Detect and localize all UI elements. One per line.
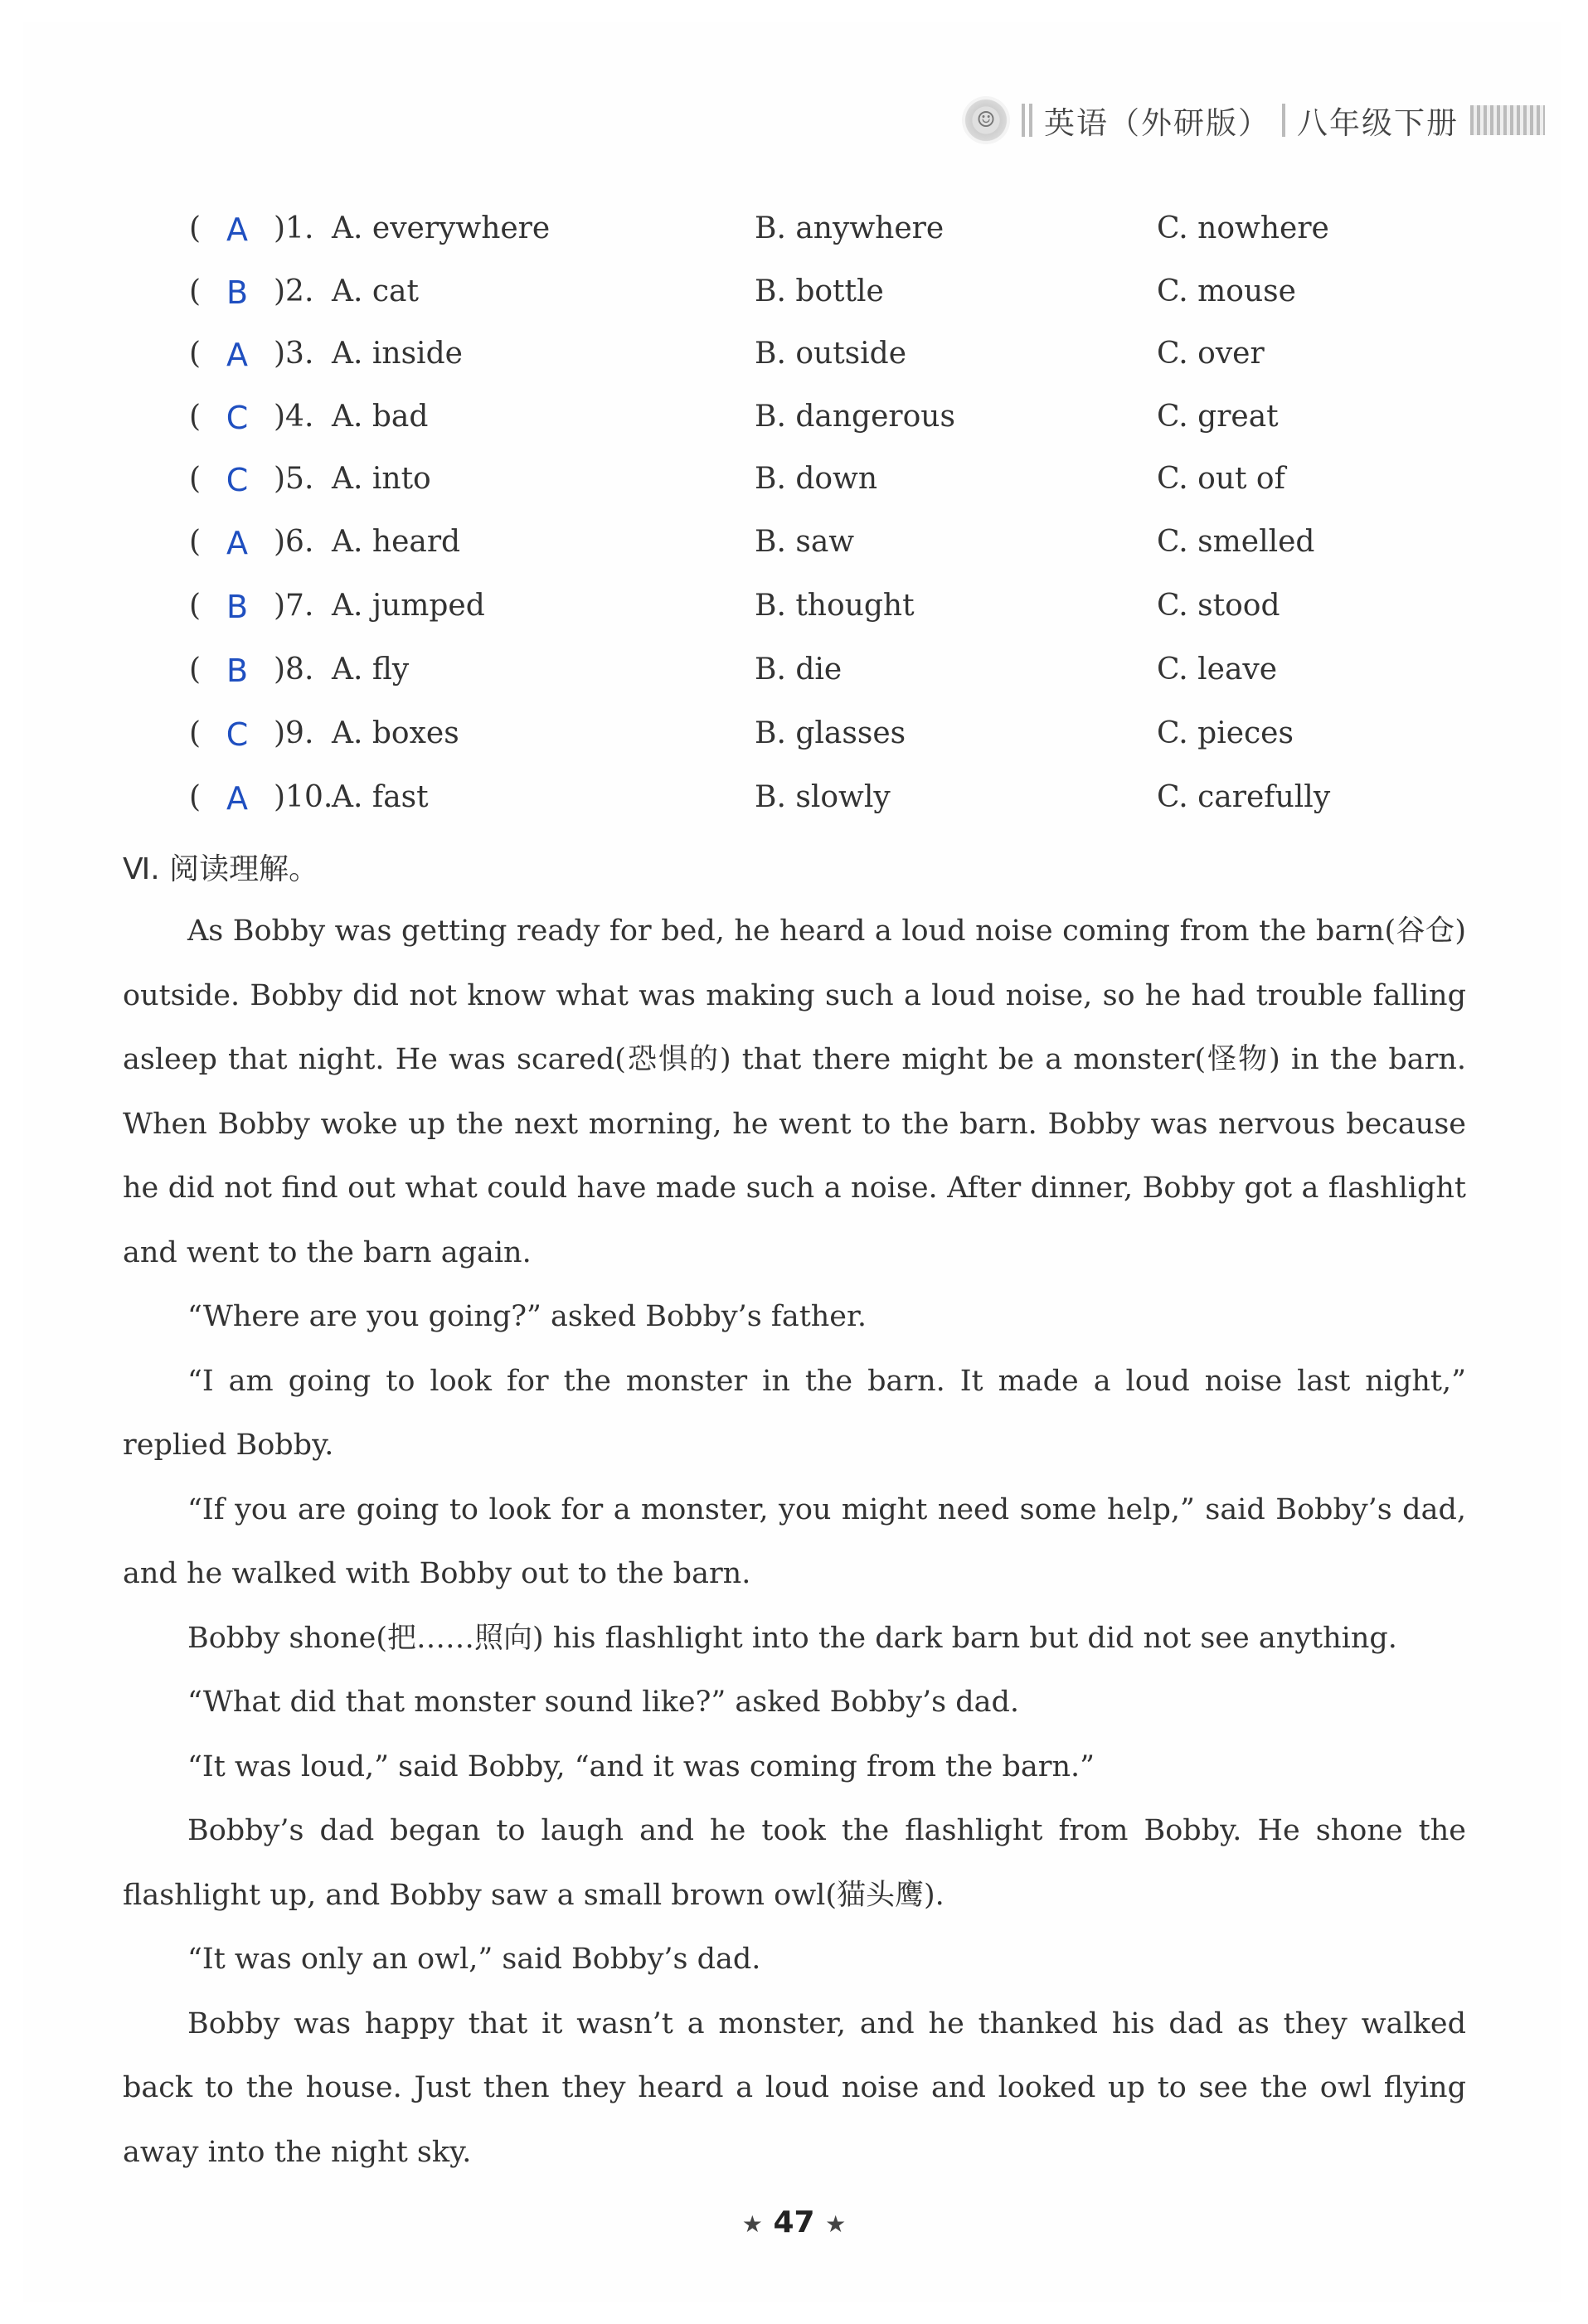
passage-paragraph: “I am going to look for the monster in the barn. It made a loud noise last night,” replied Bobby.	[123, 1364, 1466, 1462]
question-number: )9.	[274, 716, 314, 750]
page-header	[962, 87, 1545, 153]
option-a: A. boxes	[332, 716, 459, 750]
option-b: B. slowly	[755, 780, 891, 814]
question-number: )5.	[274, 462, 314, 496]
passage-paragraph: “What did that monster sound like?” asked Bobby’s dad.	[187, 1686, 1020, 1719]
option-a: A. everywhere	[332, 211, 551, 245]
option-a: A. heard	[332, 525, 461, 559]
answer-letter: C	[226, 716, 249, 753]
answer-letter: A	[226, 337, 248, 373]
passage-paragraph: “It was only an owl,” said Bobby’s dad.	[187, 1943, 761, 1976]
option-b: B. glasses	[755, 716, 906, 750]
option-row	[0, 337, 1588, 386]
open-paren: (	[189, 211, 202, 245]
option-a: A. jumped	[332, 589, 485, 623]
open-paren: (	[189, 337, 202, 371]
passage-paragraph: Bobby shone(把……照向) his flashlight into the dark barn but did not see anything.	[187, 1621, 1397, 1655]
option-c: C. pieces	[1157, 716, 1294, 750]
page-footer	[0, 2205, 1588, 2239]
reading-passage	[123, 900, 1466, 2185]
passage-paragraph: “It was loud,” said Bobby, “and it was coming from the barn.”	[187, 1749, 1095, 1783]
question-number: )8.	[274, 653, 314, 687]
question-number: )4.	[274, 400, 314, 434]
star-icon: ★	[825, 2210, 847, 2238]
option-row	[0, 780, 1588, 830]
option-a: A. fast	[332, 780, 429, 814]
answer-letter: A	[226, 525, 248, 561]
header-divider	[1282, 104, 1285, 137]
open-paren: (	[189, 462, 202, 496]
option-b: B. thought	[755, 589, 915, 623]
option-row	[0, 589, 1588, 638]
header-bars	[1022, 104, 1032, 137]
option-c: C. leave	[1157, 653, 1278, 687]
passage-paragraph: As Bobby was getting ready for bed, he heard a loud noise coming from the barn(谷仓) outside. Bobby did not know what was making such a loud noise, so he had trouble falling asleep that night. He was scared(恐惧的) that there might be a monster(怪物) in the barn. When Bobby woke up the next morning, he went to the barn. Bobby was nervous because he did not find out what could have made such a noise. After dinner, Bobby got a flashlight and went to the barn again.	[123, 915, 1466, 1269]
answer-letter: B	[226, 274, 249, 311]
question-number: )2.	[274, 274, 314, 308]
passage-paragraph: Bobby’s dad began to laugh and he took the flashlight from Bobby. He shone the flashlight up, and Bobby saw a small brown owl(猫头鹰).	[123, 1814, 1466, 1912]
option-a: A. into	[332, 462, 431, 496]
answer-letter: C	[226, 462, 249, 498]
answer-letter: B	[226, 589, 249, 625]
page-number: 47	[773, 2205, 815, 2239]
option-row	[0, 462, 1588, 512]
open-paren: (	[189, 716, 202, 750]
open-paren: (	[189, 274, 202, 308]
option-b: B. anywhere	[755, 211, 945, 245]
option-row	[0, 716, 1588, 766]
open-paren: (	[189, 780, 202, 814]
question-number: )10.	[274, 780, 333, 814]
option-b: B. bottle	[755, 274, 884, 308]
answer-letter: B	[226, 653, 249, 689]
open-paren: (	[189, 525, 202, 559]
header-subject: 英语（外研版）	[1044, 105, 1270, 141]
option-c: C. smelled	[1157, 525, 1315, 559]
answer-letter: A	[226, 211, 248, 248]
star-icon: ★	[741, 2210, 763, 2238]
option-b: B. dangerous	[755, 400, 955, 434]
option-c: C. nowhere	[1157, 211, 1329, 245]
passage-paragraph: “Where are you going?” asked Bobby’s father.	[187, 1300, 867, 1333]
question-number: )3.	[274, 337, 314, 371]
option-b: B. outside	[755, 337, 907, 371]
option-b: B. die	[755, 653, 843, 687]
section-title: Ⅵ. 阅读理解。	[123, 852, 319, 886]
passage-paragraph: Bobby was happy that it wasn’t a monster, and he thanked his dad as they walked back to the house. Just then they heard a loud noise and looked up to see the owl flying away into the night sky.	[123, 2006, 1466, 2169]
option-row	[0, 653, 1588, 702]
header-decor-bars	[1470, 105, 1545, 135]
option-c: C. stood	[1157, 589, 1280, 623]
option-row	[0, 525, 1588, 575]
open-paren: (	[189, 400, 202, 434]
header-grade: 八年级下册	[1297, 105, 1459, 141]
option-b: B. down	[755, 462, 878, 496]
answer-letter: A	[226, 780, 248, 817]
sun-icon: ☺	[962, 96, 1010, 144]
option-b: B. saw	[755, 525, 855, 559]
option-a: A. bad	[332, 400, 429, 434]
passage-paragraph: “If you are going to look for a monster, you might need some help,” said Bobby’s dad, and he walked with Bobby out to the barn.	[123, 1492, 1466, 1590]
open-paren: (	[189, 653, 202, 687]
open-paren: (	[189, 589, 202, 623]
option-a: A. cat	[332, 274, 419, 308]
option-c: C. great	[1157, 400, 1279, 434]
option-a: A. fly	[332, 653, 410, 687]
question-number: )7.	[274, 589, 314, 623]
option-row	[0, 211, 1588, 261]
option-row	[0, 400, 1588, 449]
option-c: C. out of	[1157, 462, 1285, 496]
option-a: A. inside	[332, 337, 463, 371]
option-c: C. mouse	[1157, 274, 1296, 308]
option-c: C. carefully	[1157, 780, 1331, 814]
answer-letter: C	[226, 400, 249, 436]
question-number: )1.	[274, 211, 314, 245]
option-row	[0, 274, 1588, 324]
option-c: C. over	[1157, 337, 1265, 371]
question-number: )6.	[274, 525, 314, 559]
